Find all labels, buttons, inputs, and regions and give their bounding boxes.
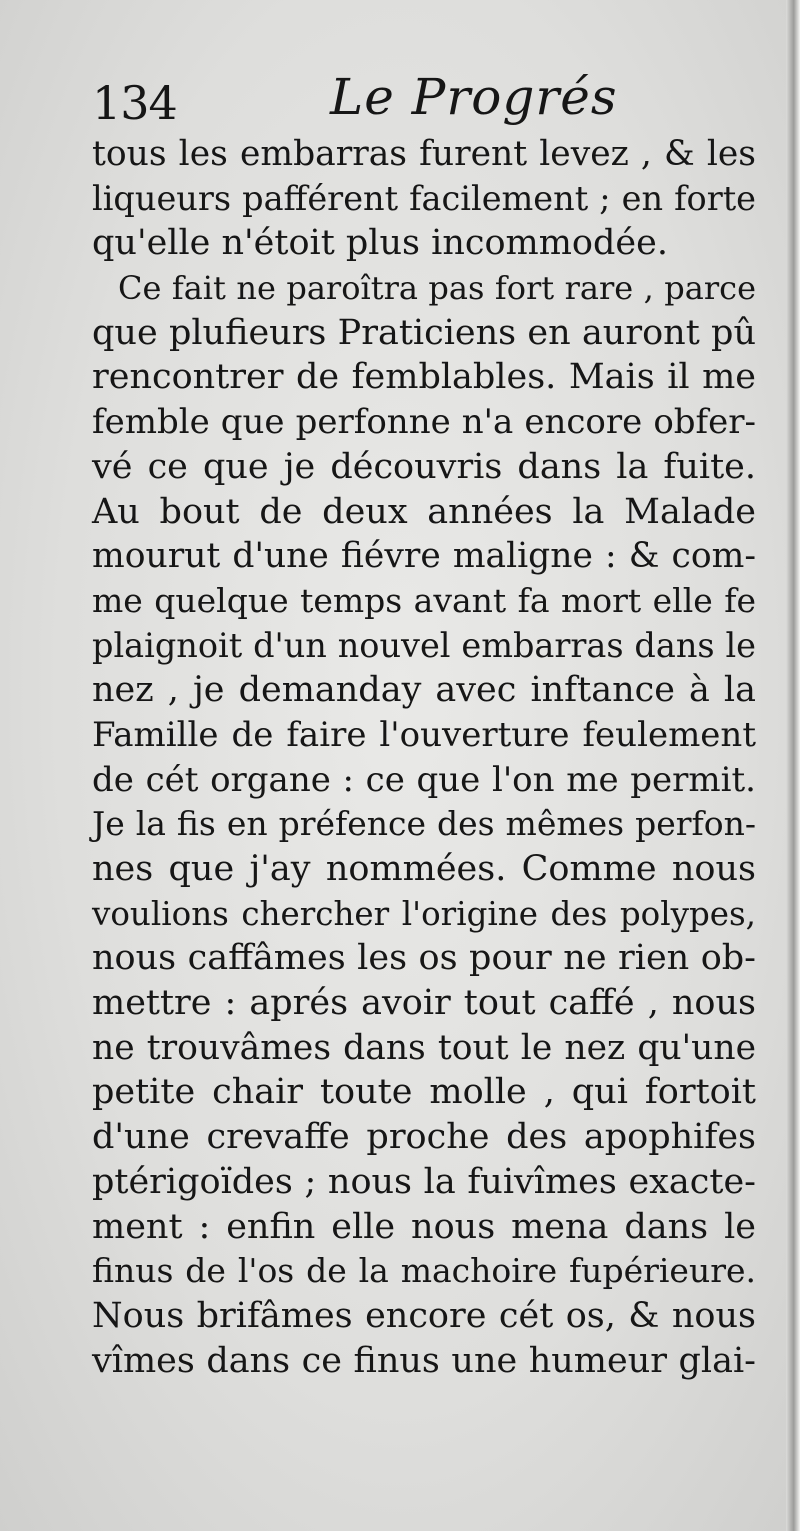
text-line: nous caffâmes les os pour ne rien ob- (92, 938, 756, 979)
page-header (92, 66, 752, 130)
text-line: rencontrer de femblables. Mais il me (92, 357, 756, 398)
text-line: d'une crevaffe proche des apophifes (92, 1117, 756, 1158)
text-line: vé ce que je découvris dans la fuite. (92, 446, 756, 487)
text-line: petite chair toute molle , qui fortoit (92, 1072, 756, 1113)
text-line: Je la fis en préfence des mêmes perfon- (92, 804, 756, 844)
text-line: mettre : aprés avoir tout caffé , nous (92, 983, 756, 1024)
text-line: Au bout de deux années la Malade (92, 491, 756, 532)
text-line: mourut d'une fiévre maligne : & com- (92, 536, 756, 577)
text-line: Nous brifâmes encore cét os, & nous (92, 1295, 756, 1336)
page-edge (786, 0, 800, 1531)
text-line: Ce fait ne paroîtra pas fort rare , parce (118, 269, 756, 308)
body-text (92, 132, 756, 1383)
text-line: tous les embarras furent levez , & les (92, 134, 756, 174)
text-line: plaignoit d'un nouvel embarras dans le (92, 625, 756, 665)
text-line: que plufieurs Praticiens en auront pû (92, 312, 756, 353)
text-line: voulions chercher l'origine des polypes, (92, 894, 756, 933)
page-number: 134 (92, 76, 177, 130)
text-line: qu'elle n'étoit plus incommodée. (92, 223, 668, 264)
text-line: femble que perfonne n'a encore obfer- (92, 402, 756, 443)
text-line: liqueurs pafférent facilement ; en forte (92, 178, 756, 218)
text-line: vîmes dans ce finus une humeur glai- (92, 1340, 756, 1381)
text-line: finus de l'os de la machoire fupérieure. (92, 1251, 756, 1291)
text-line: ne trouvâmes dans tout le nez qu'une (92, 1027, 756, 1068)
text-line: ment : enfin elle nous mena dans le (92, 1206, 756, 1247)
text-line: de cét organe : ce que l'on me permit. (92, 759, 756, 800)
text-line: nes que j'ay nommées. Comme nous (92, 849, 756, 889)
running-head: Le Progrés (330, 68, 618, 126)
text-line: ptérigoïdes ; nous la fuivîmes exacte- (92, 1161, 756, 1202)
text-line: me quelque temps avant fa mort elle fe (92, 580, 756, 620)
text-line: nez , je demanday avec inftance à la (92, 670, 756, 711)
text-line: Famille de faire l'ouverture feulement (92, 714, 756, 755)
